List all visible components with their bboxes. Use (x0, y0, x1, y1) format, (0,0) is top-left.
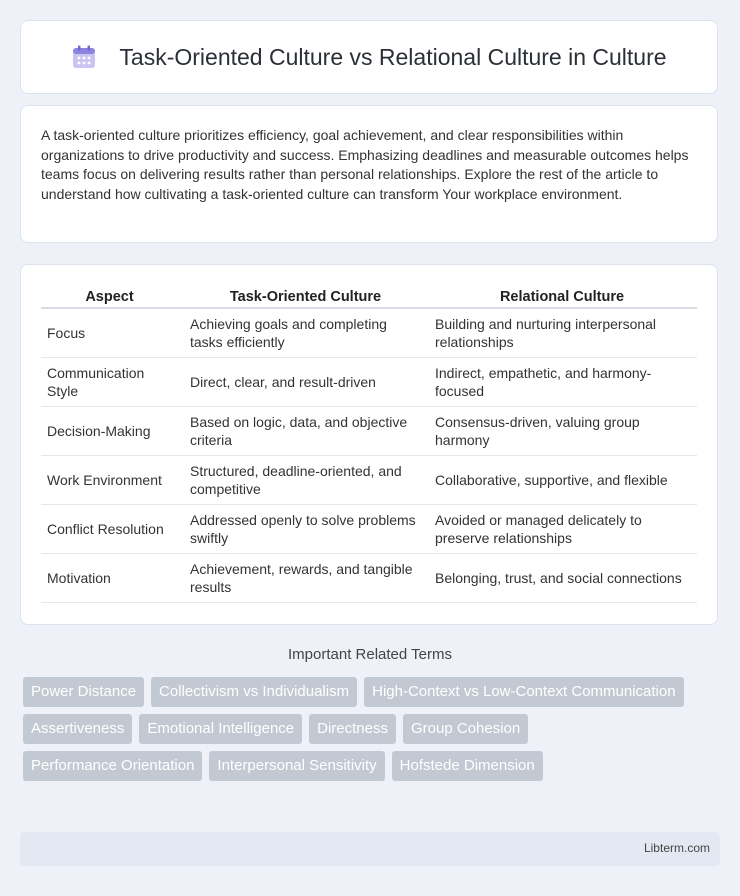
table-cell-aspect: Focus (41, 309, 178, 358)
table-cell-task: Addressed openly to solve problems swiftly (178, 505, 427, 554)
table-cell-aspect: Communication Style (41, 358, 178, 407)
footer-site-link[interactable]: Libterm.com (643, 841, 710, 855)
table-cell-relational: Indirect, empathetic, and harmony-focused (427, 358, 697, 407)
table-cell-aspect: Motivation (41, 554, 178, 603)
tag-emotional-intelligence[interactable]: Emotional Intelligence (139, 714, 302, 744)
tag-high-low-context-communication[interactable]: High-Context vs Low-Context Communication (364, 677, 683, 707)
tag-performance-orientation[interactable]: Performance Orientation (23, 751, 202, 781)
tag-group-cohesion[interactable]: Group Cohesion (403, 714, 528, 744)
calendar-icon (71, 44, 97, 70)
table-cell-task: Achievement, rewards, and tangible results (178, 554, 427, 603)
tag-interpersonal-sensitivity[interactable]: Interpersonal Sensitivity (209, 751, 384, 781)
footer (20, 832, 720, 866)
table-cell-task: Based on logic, data, and objective criteria (178, 407, 427, 456)
table-cell-task: Direct, clear, and result-driven (178, 358, 427, 407)
table-cell-task: Achieving goals and completing tasks efficiently (178, 309, 427, 358)
table-cell-aspect: Conflict Resolution (41, 505, 178, 554)
tag-assertiveness[interactable]: Assertiveness (23, 714, 132, 744)
table-cell-relational: Consensus-driven, valuing group harmony (427, 407, 697, 456)
intro-paragraph: A task-oriented culture prioritizes efficiency, goal achievement, and clear responsibilities within organizations to drive productivity and success. Emphasizing deadlines and measurable outcomes helps teams focus on delivering results rather than personal relationships. Explore the rest of the article to understand how cultivating a task-oriented culture can transform Your workplace environment. (41, 127, 689, 202)
table-cell-relational: Avoided or managed delicately to preserve relationships (427, 505, 697, 554)
tag-hofstede-dimension[interactable]: Hofstede Dimension (392, 751, 543, 781)
related-terms-heading: Important Related Terms (288, 646, 452, 663)
table-row (41, 358, 697, 407)
comparison-table (41, 285, 697, 603)
table-header-row (41, 285, 697, 309)
related-terms-list (23, 677, 713, 788)
table-cell-aspect: Decision-Making (41, 407, 178, 456)
page-title: Task-Oriented Culture vs Relational Culture in Culture (119, 43, 667, 70)
table-row (41, 554, 697, 603)
table-row (41, 309, 697, 358)
table-cell-relational: Building and nurturing interpersonal relationships (427, 309, 697, 358)
table-cell-relational: Collaborative, supportive, and flexible (427, 456, 697, 505)
table-cell-task: Structured, deadline-oriented, and competitive (178, 456, 427, 505)
table-cell-relational: Belonging, trust, and social connections (427, 554, 697, 603)
tag-directness[interactable]: Directness (309, 714, 396, 744)
tag-power-distance[interactable]: Power Distance (23, 677, 144, 707)
intro-card (20, 105, 718, 243)
comparison-table-card (20, 264, 718, 625)
column-header-task-oriented: Task-Oriented Culture (178, 285, 427, 309)
table-row (41, 407, 697, 456)
table-row (41, 505, 697, 554)
tag-collectivism-vs-individualism[interactable]: Collectivism vs Individualism (151, 677, 357, 707)
column-header-aspect: Aspect (41, 285, 178, 309)
title-card (20, 20, 718, 94)
table-cell-aspect: Work Environment (41, 456, 178, 505)
column-header-relational: Relational Culture (427, 285, 697, 309)
table-row (41, 456, 697, 505)
